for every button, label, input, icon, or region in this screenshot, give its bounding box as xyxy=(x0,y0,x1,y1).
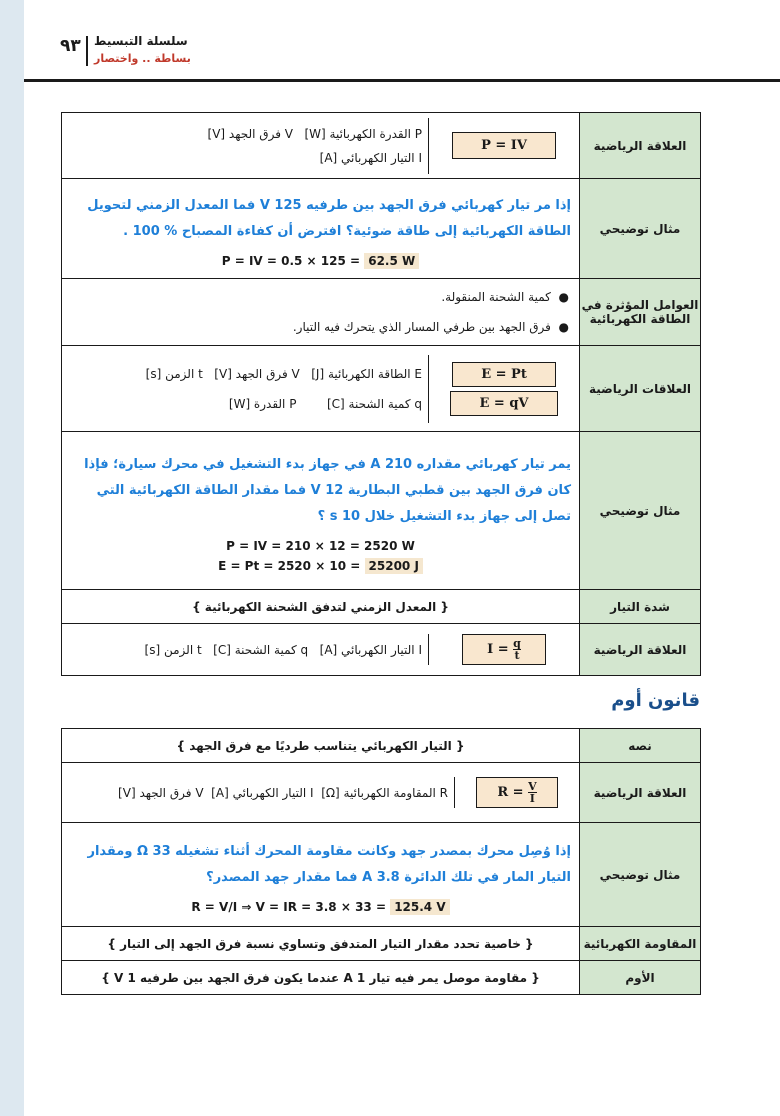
electric-energy-table xyxy=(61,112,701,676)
current-label: شدة التيار xyxy=(580,590,701,624)
ohm-law-table xyxy=(61,728,701,995)
power-example-calc: P = IV = 0.5 × 125 = 62.5 W xyxy=(62,251,579,271)
ohm-example-calc: R = V/I ⇒ V = IR = 3.8 × 33 = 125.4 V xyxy=(62,897,579,917)
ohm-example-label: مثال توضيحي xyxy=(580,823,701,927)
def-power: P القدرة الكهربائية [W] xyxy=(304,126,422,141)
current-equation: I = $\frac{q}{t}$ xyxy=(462,634,546,665)
factors-label: العوامل المؤثرة في الطاقة الكهربائية xyxy=(580,279,701,346)
page-margin-strip xyxy=(0,0,24,1116)
energy-equation-pt: E = Pt xyxy=(452,362,556,387)
energy-calc-energy: E = Pt = 2520 × 10 = 25200 J xyxy=(62,556,579,576)
power-example-row xyxy=(62,179,701,279)
ohm-statement: { التيار الكهربائي يتناسب طرديًا مع فرق الجهد } xyxy=(62,729,580,763)
ohm-example-row xyxy=(62,823,701,927)
ohm-unit-definition: { مقاومة موصل يمر فيه تيار 1 A عندما يكون فرق الجهد بين طرفيه 1 V } xyxy=(62,961,580,995)
series-title: سلسلة التبسيط xyxy=(94,34,188,48)
ohm-law-heading: قانون أوم xyxy=(611,690,700,711)
energy-equation-qv: E = qV xyxy=(450,391,557,416)
ohm-example-answer: 125.4 V xyxy=(390,899,449,915)
energy-example-row xyxy=(62,432,701,590)
ohm-unit-row xyxy=(62,961,701,995)
factors-list xyxy=(62,280,579,344)
ohm-statement-label: نصه xyxy=(580,729,701,763)
energy-relation-label: العلاقات الرياضية xyxy=(580,346,701,432)
list-item: ● فرق الجهد بين طرفي المسار الذي يتحرك فيه التيار. xyxy=(292,320,569,334)
ohm-relation-label: العلاقة الرياضية xyxy=(580,763,701,823)
power-example-text: إذا مر تيار كهربائي فرق الجهد بين طرفيه 125 V فما المعدل الزمني لتحويل الطاقة الكهربائية إلى طاقة ضوئية؟ افترض أن كفاءة المصباح % 100 . xyxy=(87,197,571,239)
current-definition: { المعدل الزمني لتدفق الشحنة الكهربائية } xyxy=(62,590,580,624)
energy-relation-row xyxy=(62,346,701,432)
series-tagline: بساطة .. واختصار xyxy=(94,52,191,65)
current-definition-row xyxy=(62,590,701,624)
power-equation: P = IV xyxy=(452,132,556,159)
resistance-definition: { خاصية تحدد مقدار التيار المتدفق وتساوي نسبة فرق الجهد إلى التيار } xyxy=(62,927,580,961)
current-symbol-defs: I التيار الكهربائي [A] q كمية الشحنة [C] t الزمن [s] xyxy=(144,642,422,657)
header-rule xyxy=(24,79,780,82)
resistance-label: المقاومة الكهربائية xyxy=(580,927,701,961)
energy-symbol-defs: E الطاقة الكهربائية [J] V فرق الجهد [V] t الزمن [s] q كمية الشحنة [C] P القدرة [W] xyxy=(145,366,422,411)
power-relation-row xyxy=(62,113,701,179)
power-relation-label: العلاقة الرياضية xyxy=(580,113,701,179)
def-voltage: V فرق الجهد [V] xyxy=(207,126,293,141)
ohm-relation-row xyxy=(62,763,701,823)
energy-example-text: يمر تيار كهربائي مقداره 210 A في جهاز بدء التشغيل في محرك سيارة؛ فإذا كان فرق الجهد بين قطبي البطارية 12 V فما مقدار الطاقة الكهربائية التي تصل إلى جهاز بدء التشغيل خلال 10 s ؟ xyxy=(84,456,571,524)
current-relation-row xyxy=(62,624,701,676)
list-item: ● كمية الشحنة المنقولة. xyxy=(441,290,569,304)
ohm-statement-row xyxy=(62,729,701,763)
energy-example-label: مثال توضيحي xyxy=(580,432,701,590)
ohm-unit-label: الأوم xyxy=(580,961,701,995)
resistance-row xyxy=(62,927,701,961)
current-relation-label: العلاقة الرياضية xyxy=(580,624,701,676)
power-symbol-defs xyxy=(62,118,428,174)
power-example-answer: 62.5 W xyxy=(364,253,419,269)
page-number: ٩٣ xyxy=(60,36,81,56)
energy-calc-power: P = IV = 210 × 12 = 2520 W xyxy=(226,538,415,553)
page-header xyxy=(24,28,780,80)
energy-answer: 25200 J xyxy=(365,558,423,574)
ohm-example-text: إذا وُصِل محرك بمصدر جهد وكانت مقاومة المحرك أثناء تشغيله 33 Ω ومقدار التيار المار في تلك الدائرة 3.8 A فما مقدار جهد المصدر؟ xyxy=(87,843,571,885)
def-current: I التيار الكهربائي [A] xyxy=(319,150,422,165)
ohm-equation: R = $\frac{V}{I}$ xyxy=(476,777,557,808)
ohm-symbol-defs: R المقاومة الكهربائية [Ω] I التيار الكهربائي [A] V فرق الجهد [V] xyxy=(118,785,448,800)
factors-row xyxy=(62,279,701,346)
header-separator xyxy=(86,36,88,66)
power-example-label: مثال توضيحي xyxy=(580,179,701,279)
